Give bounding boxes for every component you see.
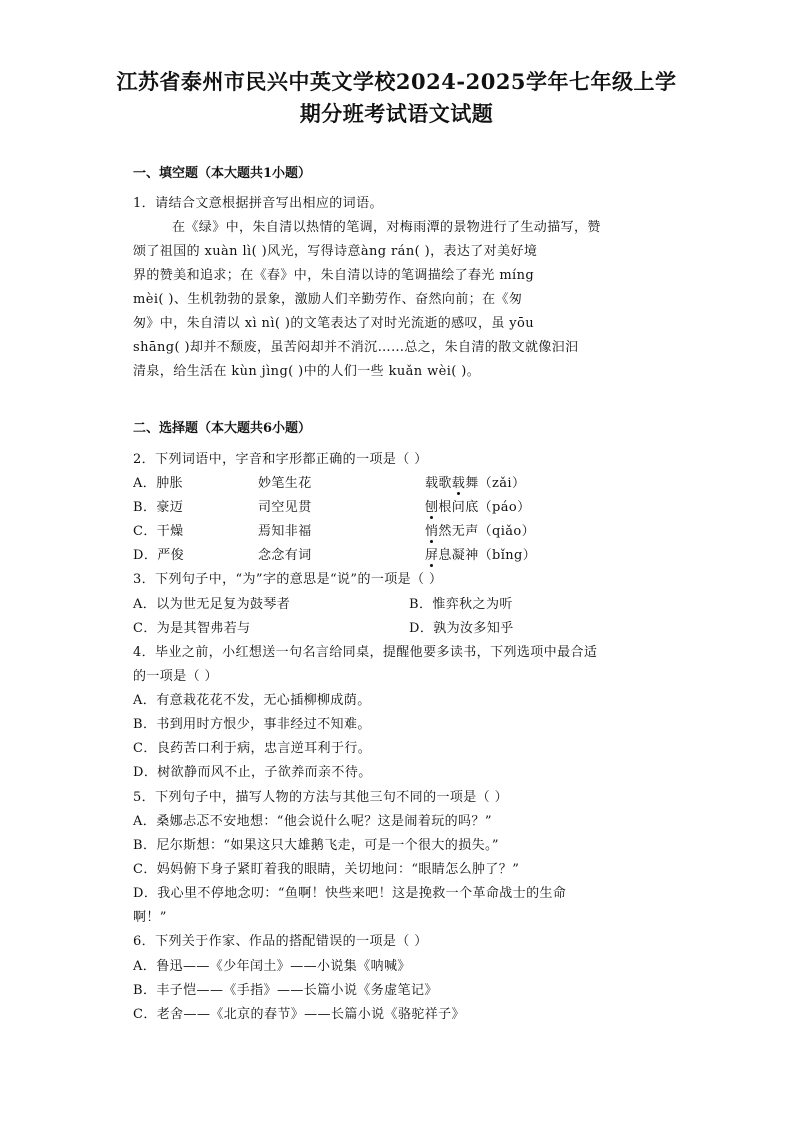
- q2-option-c-col1: C．干燥: [133, 524, 184, 539]
- emphasis-dot-char: 载: [451, 476, 466, 491]
- q2-option-a-col1: A．肿胀: [133, 476, 183, 491]
- q3-stem: 3．下列句子中，“为”字的意思是“说”的一项是（ ）: [133, 572, 443, 587]
- q2-option-b-col2: 司空见贯: [258, 500, 312, 515]
- q1-passage-line: 匆》中，朱自清以 xì nì( )的文笔表达了对时光流逝的感叹，虽 yōu: [133, 316, 535, 331]
- q1-passage-line: 界的赞美和追求；在《春》中，朱自清以诗的笔调描绘了春光 míng: [133, 268, 535, 283]
- q5-stem: 5．下列句子中，描写人物的方法与其他三句不同的一项是（ ）: [133, 790, 509, 805]
- q2-option-a-col3: [425, 472, 525, 491]
- q4-stem: 4．毕业之前，小红想送一句名言给同桌，提醒他要多读书，下列选项中最合适: [133, 645, 598, 660]
- q1-passage-line: mèi( )、生机勃勃的景象，激励人们辛勤劳作、奋然向前；在《匆: [133, 292, 523, 307]
- q3-option-c: C．为是其智弗若与: [133, 621, 251, 636]
- plain-text: 然无声（qiǎo）: [438, 524, 536, 539]
- section-heading-choice: 二、选择题（本大题共6小题）: [133, 421, 312, 436]
- plain-text: 息凝神（bǐng）: [438, 548, 537, 563]
- emphasis-dot-char: 刨: [425, 500, 439, 515]
- q2-option-b-col1: B．豪迈: [133, 500, 184, 515]
- plain-text: 舞（zǎi）: [465, 476, 526, 491]
- q4-option-d: D．树欲静而风不止，子欲养而亲不待。: [133, 765, 372, 780]
- q1-stem: 1．请结合文意根据拼音写出相应的词语。: [133, 196, 383, 211]
- q4-option-a: A．有意栽花花不发，无心插柳柳成荫。: [133, 693, 371, 708]
- q5-option-a: A．桑娜忐忑不安地想：“他会说什么呢？这是闹着玩的吗？”: [133, 814, 492, 829]
- q3-option-b: B．惟弈秋之为听: [409, 597, 513, 612]
- q5-option-c: C．妈妈俯下身子紧盯着我的眼睛，关切地问：“眼睛怎么肿了？”: [133, 862, 520, 877]
- q6-option-b: B．丰子恺——《手指》——长篇小说《务虚笔记》: [133, 983, 438, 998]
- q3-option-a: A．以为世无足复为鼓琴者: [133, 597, 291, 612]
- plain-text: 载歌: [425, 476, 452, 491]
- q1-passage-line: 颂了祖国的 xuàn lì( )风光，写得诗意àng rán( )，表达了对美好境: [133, 244, 538, 259]
- page-title-line1: 江苏省泰州市民兴中英文学校2024-2025学年七年级上学: [116, 69, 677, 94]
- emphasis-dot-char: 屏: [425, 548, 439, 563]
- plain-text: 根问底（páo）: [438, 500, 531, 515]
- q2-option-d-col3: [425, 544, 536, 563]
- emphasis-dot-char: 悄: [425, 524, 439, 539]
- q5-option-d: D．我心里不停地念叨：“鱼啊！快些来吧！这是挽救一个革命战士的生命: [133, 886, 567, 901]
- q2-stem: 2．下列词语中，字音和字形都正确的一项是（ ）: [133, 452, 428, 467]
- q3-option-d: D．孰为汝多知乎: [409, 621, 514, 636]
- q2-option-b-col3: [425, 496, 531, 515]
- q2-option-d-col2: 念念有词: [258, 548, 312, 563]
- q2-option-c-col2: 焉知非福: [258, 524, 312, 539]
- q2-option-c-col3: [425, 520, 535, 539]
- q1-passage-line: 清泉，给生活在 kùn jìng( )中的人们一些 kuǎn wèi( )。: [133, 364, 481, 379]
- q4-option-b: B．书到用时方恨少，事非经过不知难。: [133, 717, 371, 732]
- q2-option-d-col1: D．严俊: [133, 548, 185, 563]
- q6-option-c: C．老舍——《北京的春节》——长篇小说《骆驼祥子》: [133, 1007, 465, 1022]
- q4-stem-cont: 的一项是（ ）: [133, 669, 218, 684]
- q6-option-a: A．鲁迅——《少年闰土》——小说集《呐喊》: [133, 959, 411, 974]
- q5-option-d-cont: 啊！”: [133, 910, 167, 925]
- q6-stem: 6．下列关于作家、作品的搭配错误的一项是（ ）: [133, 934, 428, 949]
- q2-option-a-col2: 妙笔生花: [258, 476, 312, 491]
- q5-option-b: B．尼尔斯想：“如果这只大雄鹅飞走，可是一个很大的损失。”: [133, 838, 499, 853]
- page-title-line2: 期分班考试语文试题: [299, 101, 494, 126]
- q4-option-c: C．良药苦口利于病，忠言逆耳利于行。: [133, 741, 372, 756]
- q1-passage-line: 在《绿》中，朱自清以热情的笔调，对梅雨潭的景物进行了生动描写，赞: [172, 220, 601, 235]
- section-heading-fill: 一、填空题（本大题共1小题）: [133, 166, 312, 181]
- q1-passage-line: shāng( )却并不颓废，虽苦闷却并不消沉……总之，朱自清的散文就像汩汩: [133, 340, 579, 355]
